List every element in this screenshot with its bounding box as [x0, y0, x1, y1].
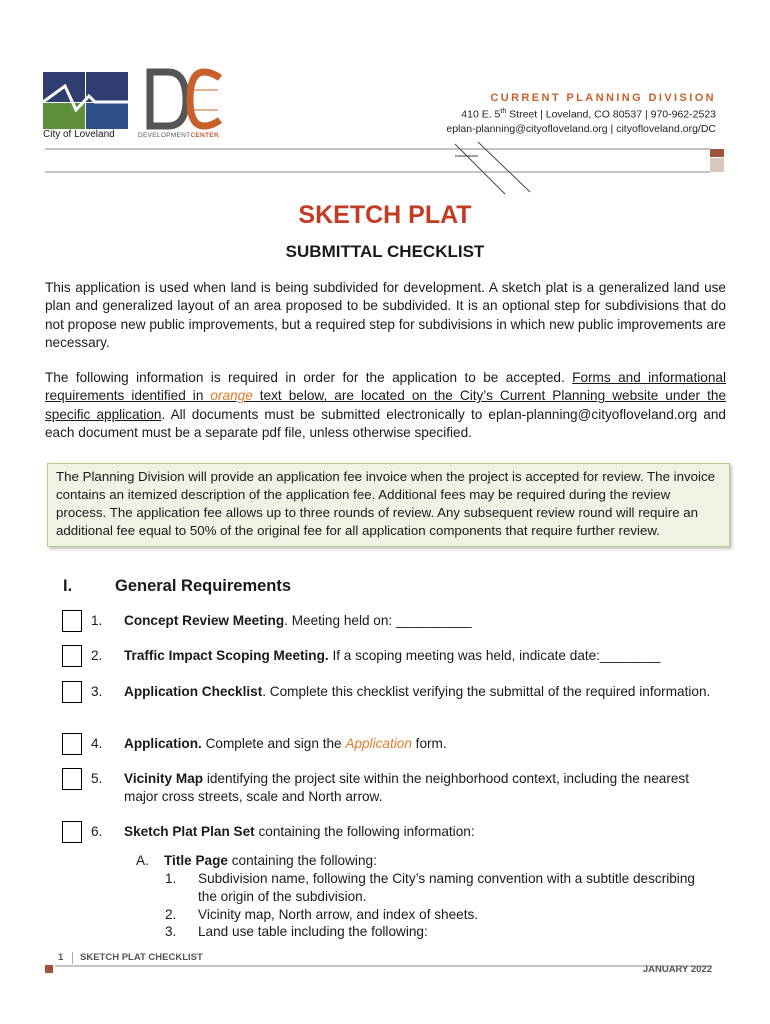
item-text	[124, 735, 724, 753]
checkbox[interactable]	[62, 821, 82, 843]
section-number: I.	[63, 577, 73, 595]
address-sup: th	[500, 108, 507, 115]
subitem-letter: A.	[136, 853, 149, 868]
requirements-lead: The following information is required in order for the application to be accepted.	[45, 370, 573, 385]
item-desc: If a scoping meeting was held, indicate date:________	[328, 648, 661, 663]
city-logo-text: City of Loveland	[43, 129, 115, 140]
item-desc-pre: Complete and sign the	[201, 736, 346, 751]
item-number: 1.	[91, 613, 103, 628]
checklist-item	[62, 768, 732, 808]
subitem-text	[164, 852, 694, 870]
item-bold: Application.	[124, 736, 202, 751]
item-text	[124, 683, 724, 701]
application-link[interactable]: Application	[345, 736, 412, 751]
list-text: Vicinity map, North arrow, and index of sheets.	[198, 907, 479, 922]
item-desc: . Complete this checklist verifying the submittal of the required information.	[262, 684, 711, 699]
item-text	[124, 823, 724, 841]
checkbox[interactable]	[62, 645, 82, 667]
checklist-item	[62, 733, 732, 757]
item-bold: Traffic Impact Scoping Meeting.	[124, 648, 329, 663]
checklist-item	[62, 645, 732, 669]
list-text: Land use table including the following:	[198, 924, 428, 939]
item-desc: containing the following information:	[254, 824, 475, 839]
footer-title: SKETCH PLAT CHECKLIST	[80, 952, 203, 963]
address-pre: 410 E. 5	[461, 108, 501, 121]
list-item	[165, 870, 705, 906]
item-text	[124, 612, 724, 630]
division-address	[330, 105, 716, 136]
list-number: 3.	[165, 924, 177, 939]
subitem-a	[136, 852, 696, 870]
division-contact: eplan-planning@cityofloveland.org | cityofloveland.org/DC	[446, 122, 716, 135]
fee-note-box: The Planning Division will provide an application fee invoice when the project is accepted for review. The invoice contains an itemized description of the application fee. Additional fees may be required during the review process. The application fee allows up to three rounds of review. Any subsequent review round will require an additional fee equal to 50% of the original fee for all application components that require further review.	[47, 463, 730, 547]
dc-logo-mark-icon	[146, 68, 226, 132]
forms-link-b: text below, are located on the City’s Current Planning website under the specific application	[45, 388, 726, 422]
intro-paragraph: This application is used when land is being subdivided for development. A sketch plat is a generalized land use plan and generalized layout of an area proposed to be subdivided. It is an optional step for subdivisions that do not propose new public improvements, but a required step for subdivisions in which new public improvements are necessary.	[45, 280, 726, 351]
item-text	[124, 770, 724, 806]
header-rules	[0, 140, 770, 200]
forms-link-a: Forms and informational requirements identified in	[45, 370, 726, 404]
division-name: CURRENT PLANNING DIVISION	[490, 92, 716, 104]
subitem-desc: containing the following:	[227, 853, 377, 868]
list-number: 2.	[165, 907, 177, 922]
item-number: 6.	[91, 824, 103, 839]
item-number: 2.	[91, 648, 103, 663]
checkbox[interactable]	[62, 768, 82, 790]
item-number: 3.	[91, 684, 103, 699]
item-bold: Vicinity Map	[124, 771, 204, 786]
list-item	[165, 923, 705, 941]
item-number: 4.	[91, 736, 103, 751]
list-number: 1.	[165, 871, 177, 886]
item-bold: Application Checklist	[124, 684, 263, 699]
item-text	[124, 647, 724, 665]
page-subtitle: SUBMITTAL CHECKLIST	[285, 242, 485, 261]
section-title: General Requirements	[115, 577, 292, 595]
page-title: SKETCH PLAT	[298, 201, 472, 229]
checkbox[interactable]	[62, 681, 82, 703]
checklist-item	[62, 610, 732, 634]
subitem-bold: Title Page	[164, 853, 228, 868]
forms-link-orange: orange	[210, 388, 253, 404]
item-desc: identifying the project site within the neighborhood context, including the nearest major cross streets, scale and North arrow.	[124, 771, 689, 804]
item-number: 5.	[91, 771, 103, 786]
footer-page-number: 1	[58, 952, 64, 963]
dc-logo-text	[138, 132, 219, 139]
checklist-item	[62, 681, 732, 721]
requirements-paragraph	[45, 369, 726, 443]
list-item	[165, 906, 705, 924]
item-bold: Concept Review Meeting	[124, 613, 285, 628]
dc-logo-center: CENTER	[190, 132, 219, 139]
address-post: Street | Loveland, CO 80537 | 970-962-2523	[506, 108, 716, 121]
checkbox[interactable]	[62, 610, 82, 632]
item-desc: . Meeting held on: __________	[284, 613, 472, 628]
checklist-item	[62, 821, 732, 845]
list-text: Subdivision name, following the City’s naming convention with a subtitle describing the origin of the subdivision.	[198, 871, 695, 904]
item-desc-post: form.	[411, 736, 447, 751]
dc-logo	[146, 68, 226, 132]
item-bold: Sketch Plat Plan Set	[124, 824, 255, 839]
requirements-tail: . All documents must be submitted electronically to eplan-planning@cityofloveland.org and each document must be a separate pdf file, unless otherwise specified.	[45, 406, 726, 441]
footer-date: JANUARY 2022	[642, 964, 712, 975]
dc-logo-dev: DEVELOPMENT	[138, 132, 191, 139]
checkbox[interactable]	[62, 733, 82, 755]
